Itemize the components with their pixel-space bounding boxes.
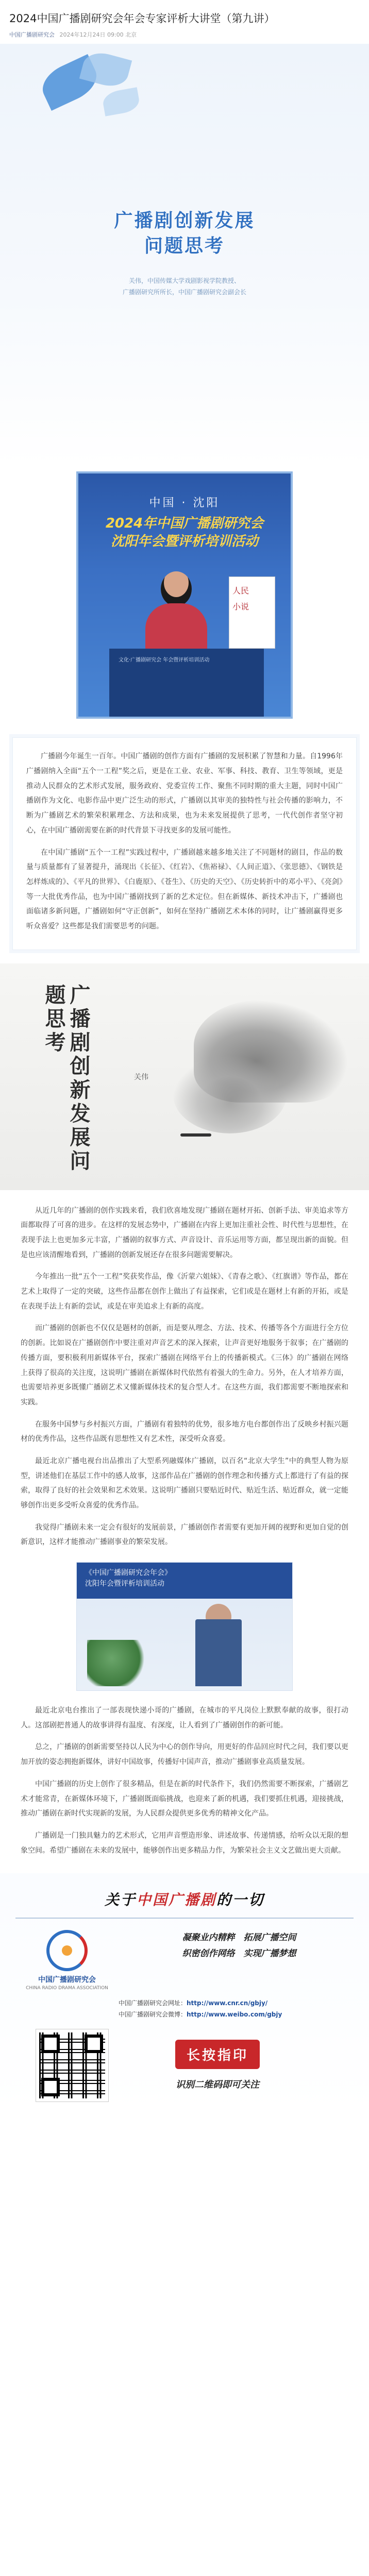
paragraph: 总之，广播剧的创新需要坚持以人民为中心的创作导向，用更好的作品回应时代之问，我们要以更加开放的姿态拥抱新媒体，讲好中国故事，传播好中国声音，推动广播剧事业高质量发展。 [21,1743,348,1767]
paragraph: 最近北京电台推出了一部表现快递小哥的广播剧，在城市的平凡岗位上默默奉献的故事，很打动人。这部剧把普通人的故事讲得有温度、有深度，让人看到了广播剧创作的新可能。 [21,1706,348,1730]
footer-mid-row [15,1930,354,1991]
qr-code-icon[interactable] [36,2029,108,2102]
paragraph: 广播剧是一门独具魅力的艺术形式，它用声音塑造形象、讲述故事、传递情感，给听众以无限的想象空间。希望广播剧在未来的发展中，能够创作出更多精品力作，为繁荣社会主义文艺做出更大贡献。 [21,1831,348,1855]
body-section-c [0,1703,369,1858]
body-section-b [0,1204,369,1550]
hero-intro: 关伟，中国传媒大学戏剧影视学院教授、 广播剧研究所所长，中国广播剧研究会副会长 [122,277,246,296]
ink-author: 关伟 [134,1073,148,1081]
org-name: 中国广播剧研究会 [38,1976,96,1985]
paragraph: 在服务中国梦与乡村振兴方面，广播剧有着独特的优势，很多地方电台都创作出了反映乡村振兴题材的优秀作品，这些作品既有思想性又有艺术性，深受听众喜爱。 [21,1420,348,1444]
paragraph: 我觉得广播剧未来一定会有很好的发展前景，广播剧创作者需要有更加开阔的视野和更加自觉的创新意识，这样才能推动广播剧事业的繁荣发展。 [21,1523,348,1547]
ink-painting-banner [0,963,369,1190]
article-header [0,0,369,44]
photo-event-location: 中国 · 沈阳 [149,497,220,510]
org-logo-block [15,1930,119,1991]
hero-title: 广播剧创新发展 问题思考 [114,210,255,257]
decor-leaf-icon [102,88,141,116]
photo-event-title: 2024年中国广播剧研究会 沈阳年会暨评析培训活动 [105,516,264,550]
ink-boat-icon [180,1133,211,1137]
footer-slogans [119,1930,354,1961]
photo-banner: 人民 小说 [229,577,275,649]
footer-band-title: 关于中国广播剧的一切 [15,1884,354,1919]
qr-row [15,2029,354,2102]
article-meta [9,30,360,39]
paragraph: 今年推出一批“五个一工程”奖获奖作品，像《沂蒙六姐妹》、《青春之歌》、《红旗谱》等作品，都在艺术上取得了一定的突破，这些作品都在创作上做出了有益探索，它们或是在题材上有新的开拓，或是在表现手法上有新的尝试，或是在审美追求上有新的高度。 [21,1273,348,1311]
lecture-screen: 《中国广播剧研究会年会》 沈阳年会暨评析培训活动 [77,1563,292,1599]
paragraph: 中国广播剧的历史上创作了很多精品，但是在新的时代条件下，我们仍然需要不断探索，广播剧艺术才能常青，在新媒体环境下，广播剧既面临挑战，也迎来了新的机遇，我们要抓住机遇，迎接挑战，推动广播剧在新时代实现新的发展，为人民群众提供更多优秀的精神文化产品。 [21,1780,348,1818]
website-link[interactable]: http://www.cnr.cn/gbjy/ [187,1999,268,2007]
long-press-caption: 识别二维码即可关注 [176,2079,259,2091]
footer-banner [0,1873,369,2117]
photo-podium: 文化·广播剧研究会 年会暨评析培训活动 [109,649,264,719]
publish-location: 北京 [125,31,137,39]
slogan: 织密创作网络 实现广播梦想 [182,1948,296,1959]
ink-vertical-title: 广播剧创新发展问题思考 [42,984,90,1174]
paragraph: 从近几年的广播剧的创作实践来看，我们欣喜地发现广播剧在题材开拓、创新手法、审美追求等方面都取得了可喜的进步。在这样的发展态势中，广播剧在内容上更加注重社会性、时代性与思想性，在表现手法上也更加多元丰富，广播剧的叙事方式、声音设计、音乐运用等方面，都呈现出新的面貌。但是也应该清醒地看到，广播剧的创新发展还存在很多问题需要解决。 [21,1206,348,1259]
footer-links: 中国广播剧研究会网址：http://www.cnr.cn/gbjy/ 中国广播剧研究会微博：http://www.weibo.com/gbjy [119,1999,282,2018]
slogan: 凝聚业内精粹 拓展广播空间 [182,1933,296,1943]
intro-text-box [12,737,357,950]
hero-cover [0,44,369,466]
paragraph: 在中国广播剧“五个一工程”实践过程中，广播剧越来越多地关注了不同题材的剧目，作品的数量与质量都有了显著提升，涌现出《长征》、《红岩》、《焦裕禄》、《人间正道》、《张思德》、《钢铁是怎样炼成的》、《平凡的世界》、《白鹿原》、《苍生》、《历史的天空》、《历史转折中的邓小平》、《亮剑》等一大批优秀作品，也为中国广播剧找到了新的艺术定位。但在新媒体、新技术冲击下，广播剧也面临诸多新问题，广播剧如何“守正创新”，如何在坚持广播剧艺术本体的同时，让广播剧赢得更多听众喜爱？这些都是我们需要思考的问题。 [26,848,343,930]
org-name-en: CHINA RADIO DRAMA ASSOCIATION [26,1986,108,1991]
photo-plants [87,1640,149,1686]
long-press-block [175,2040,260,2091]
account-name-link[interactable]: 中国广播剧研究会 [9,31,55,39]
lecture-photo [76,1562,293,1691]
broadcast-logo-icon [46,1930,88,1971]
paragraph: 而广播剧的创新也不仅仅是题材的创新，而是要从理念、方法、技术、传播等各个方面进行全方位的创新。比如说在广播剧创作中要注重对声音艺术的深入探索，让声音更好地服务于叙事；在广播剧的传播方面，要积极利用新媒体平台，探索广播剧在网络平台上的传播新模式。《三体》的广播剧在网络上获得了很高的关注度，这说明广播剧在新媒体时代依然有着强大的生命力。另外，在人才培养方面，也需要培养更多既懂广播剧艺术又懂新媒体技术的复合型人才。在这些方面，我们都需要不断地探索和实践。 [21,1324,348,1406]
speaker-photo [76,471,293,719]
paragraph: 最近北京广播电视台出品推出了大型系列融媒体广播剧，以百名“北京大学生”中的典型人物为原型，讲述他们在基层工作中的感人故事，这部作品在广播剧的创作理念和传播方式上都进行了有益的探索，取得了良好的社会效果和艺术效果。这说明广播剧只要贴近时代、贴近生活、贴近群众，就一定能够创作出更多受听众喜爱的优秀作品。 [21,1456,348,1510]
ink-mountain [173,1056,287,1133]
weibo-link[interactable]: http://www.weibo.com/gbjy [187,2010,282,2018]
long-press-button[interactable]: 长按指印 [175,2040,260,2069]
photo-lectern [195,1619,242,1686]
speaker-photo-wrap [0,466,369,719]
publish-date: 2024年12月24日 09:00 [59,31,124,39]
paragraph: 广播剧今年诞生一百年。中国广播剧的创作方面有广播剧的发展积累了智慧和力量。自1996年广播剧纳入全面“五个一工程”奖之后，更是在工业、农业、军事、科技、教育、卫生等领域，更是推动人民群众的艺术形式发展，服务政府、党委宣传工作、聚焦不同时期的重大主题，同时中国广播剧作为文化、电影作品中更广泛生动的形式，广播剧以其审美的独特性与社会传播的影响力，不断为广播剧艺术的繁荣积累理念、方法和成果，也为未来发展提供了思考，一代代创作者坚守初心，在中国广播剧需要在新的时代背景下寻找更多的发展可能性。 [26,752,343,835]
article-title: 2024中国广播剧研究会年会专家评析大讲堂（第九讲） [9,12,275,25]
